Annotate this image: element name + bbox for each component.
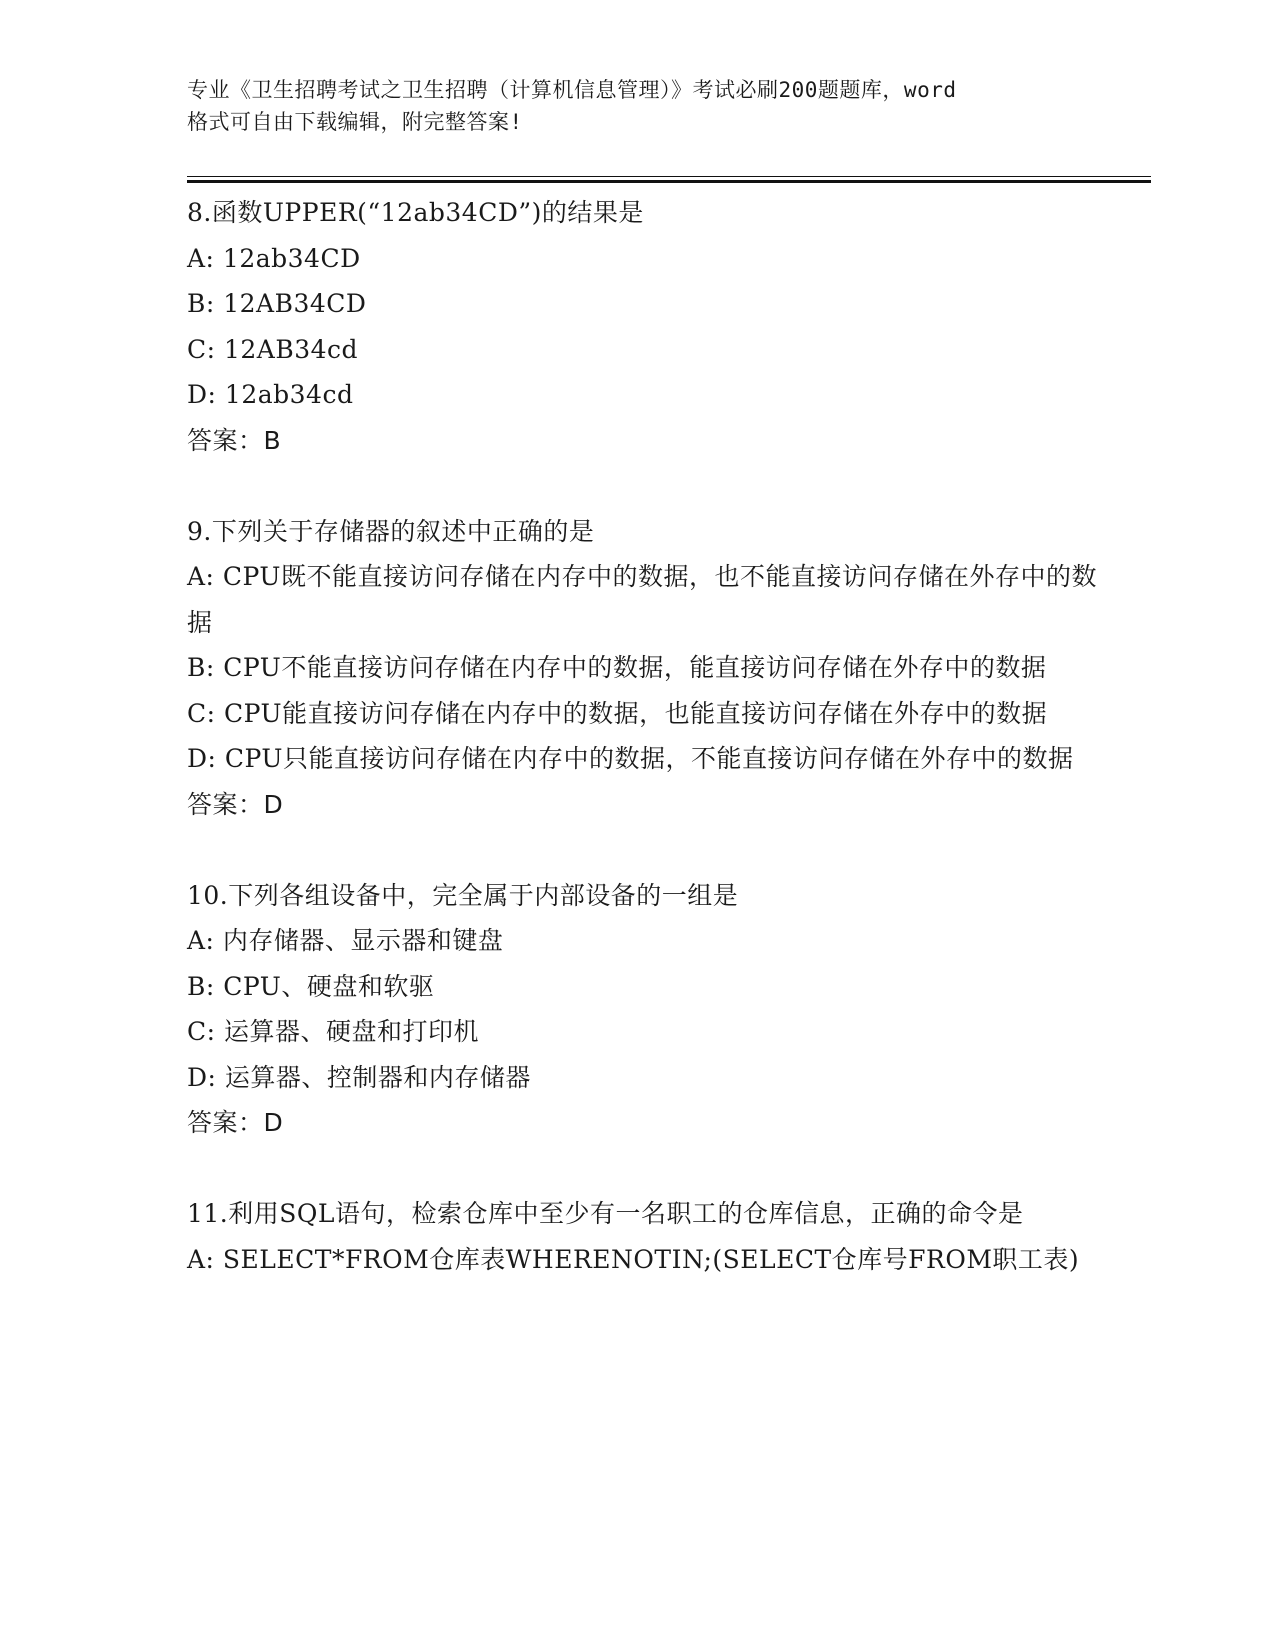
header-title-line1: 专业《卫生招聘考试之卫生招聘（计算机信息管理）》考试必刷200题题库，word: [187, 78, 957, 102]
question-list: [187, 190, 1107, 1328]
question-11: [187, 1191, 1107, 1282]
option-d: D: CPU只能直接访问存储在内存中的数据，不能直接访问存储在外存中的数据: [187, 744, 1074, 773]
option-b: B: CPU不能直接访问存储在内存中的数据，能直接访问存储在外存中的数据: [187, 653, 1047, 682]
document-header: [187, 74, 1087, 138]
header-title-line2: 格式可自由下载编辑，附完整答案!: [187, 110, 523, 134]
option-a: A: 12ab34CD: [187, 243, 361, 273]
question-9: [187, 509, 1107, 828]
option-a: A: 内存储器、显示器和键盘: [187, 926, 504, 955]
answer-line: 答案：D: [187, 789, 284, 819]
question-stem: 11.利用SQL语句，检索仓库中至少有一名职工的仓库信息，正确的命令是: [187, 1199, 1024, 1228]
option-d: D: 运算器、控制器和内存储器: [187, 1062, 531, 1092]
option-b: B: 12AB34CD: [187, 289, 367, 318]
option-c: C: 12AB34cd: [187, 334, 359, 364]
header-rule-thick: [187, 180, 1151, 183]
answer-line: 答案：D: [187, 1108, 284, 1137]
option-c: C: 运算器、硬盘和打印机: [187, 1017, 479, 1046]
answer-line: 答案：B: [187, 425, 282, 455]
question-stem: 8.函数UPPER(“12ab34CD”)的结果是: [187, 198, 644, 227]
option-b: B: CPU、硬盘和软驱: [187, 971, 435, 1001]
option-d: D: 12ab34cd: [187, 380, 354, 409]
option-a: A: CPU既不能直接访问存储在内存中的数据，也不能直接访问存储在外存中的数据: [187, 562, 1098, 637]
option-a: A: SELECT*FROM仓库表WHERENOTIN;(SELECT仓库号FROM职工表): [187, 1244, 1080, 1274]
question-stem: 10.下列各组设备中，完全属于内部设备的一组是: [187, 880, 739, 910]
option-c: C: CPU能直接访问存储在内存中的数据，也能直接访问存储在外存中的数据: [187, 698, 1048, 728]
question-8: [187, 190, 1107, 463]
header-rule-thin: [187, 176, 1151, 177]
question-10: [187, 873, 1107, 1146]
question-stem: 9.下列关于存储器的叙述中正确的是: [187, 516, 595, 546]
